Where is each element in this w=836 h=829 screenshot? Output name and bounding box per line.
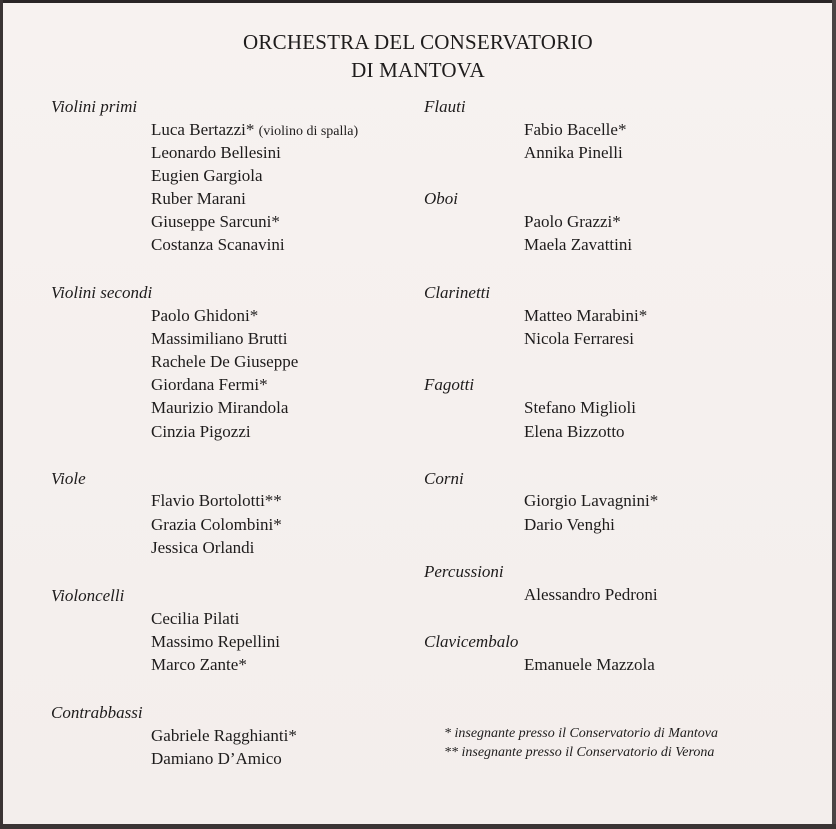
musician-name: Leonardo Bellesini [151, 143, 281, 162]
musician-name: Stefano Miglioli [524, 398, 636, 417]
musician-name-text: Luca Bertazzi* [151, 120, 255, 139]
footnote-double-asterisk: ** insegnante presso il Conservatorio di Verona [444, 745, 715, 760]
musician-name: Fabio Bacelle* [524, 120, 627, 139]
section-label-clavicembalo: Clavicembalo [424, 632, 519, 651]
musician-name: Alessandro Pedroni [524, 585, 658, 604]
musician-name: Cecilia Pilati [151, 609, 240, 628]
musician-name: Matteo Marabini* [524, 306, 648, 325]
section-label-percussioni: Percussioni [424, 562, 504, 581]
section-label-corni: Corni [424, 469, 464, 488]
section-label-violoncelli: Violoncelli [51, 586, 125, 605]
section-label-violini-primi: Violini primi [51, 97, 138, 116]
musician-name: Grazia Colombini* [151, 515, 282, 534]
musician-name: Eugien Gargiola [151, 166, 263, 185]
page-title-line2: DI MANTOVA [351, 58, 485, 82]
musician-name: Damiano D’Amico [151, 749, 282, 768]
section-label-fagotti: Fagotti [424, 375, 475, 394]
musician-name: Giordana Fermi* [151, 375, 268, 394]
musician-name: Massimo Repellini [151, 632, 280, 651]
musician-name: Ruber Marani [151, 189, 246, 208]
section-label-oboi: Oboi [424, 189, 458, 208]
musician-name: Paolo Ghidoni* [151, 306, 259, 325]
musician-name: Costanza Scanavini [151, 235, 285, 254]
musician-name: Jessica Orlandi [151, 538, 255, 557]
page-edge-bottom [0, 824, 836, 829]
page-edge-left [0, 0, 3, 829]
musician-name: Massimiliano Brutti [151, 329, 288, 348]
musician-name: Giorgio Lavagnini* [524, 491, 659, 510]
musician-name: Giuseppe Sarcuni* [151, 212, 280, 231]
musician-name: Marco Zante* [151, 655, 247, 674]
section-label-flauti: Flauti [424, 97, 466, 116]
musician-name: Annika Pinelli [524, 143, 623, 162]
section-label-viole: Viole [51, 469, 86, 488]
page-title-line1: ORCHESTRA DEL CONSERVATORIO [243, 30, 593, 54]
role-note: (violino di spalla) [258, 124, 359, 139]
musician-name: Paolo Grazzi* [524, 212, 621, 231]
musician-name: Maurizio Mirandola [151, 398, 289, 417]
page-edge-right [832, 0, 836, 829]
musician-name: Gabriele Ragghianti* [151, 726, 297, 745]
musician-name: Emanuele Mazzola [524, 655, 655, 674]
musician-name: Flavio Bortolotti** [151, 491, 282, 510]
musician-name [151, 120, 358, 142]
section-label-contrabbassi: Contrabbassi [51, 703, 143, 722]
musician-name: Elena Bizzotto [524, 422, 625, 441]
musician-name: Rachele De Giuseppe [151, 352, 299, 371]
musician-name: Maela Zavattini [524, 235, 633, 254]
footnote-single-asterisk: * insegnante presso il Conservatorio di Mantova [444, 726, 719, 741]
section-label-clarinetti: Clarinetti [424, 283, 491, 302]
musician-name: Cinzia Pigozzi [151, 422, 251, 441]
page-edge-top [0, 0, 836, 3]
musician-name: Dario Venghi [524, 515, 615, 534]
section-label-violini-secondi: Violini secondi [51, 283, 153, 302]
musician-name: Nicola Ferraresi [524, 329, 634, 348]
